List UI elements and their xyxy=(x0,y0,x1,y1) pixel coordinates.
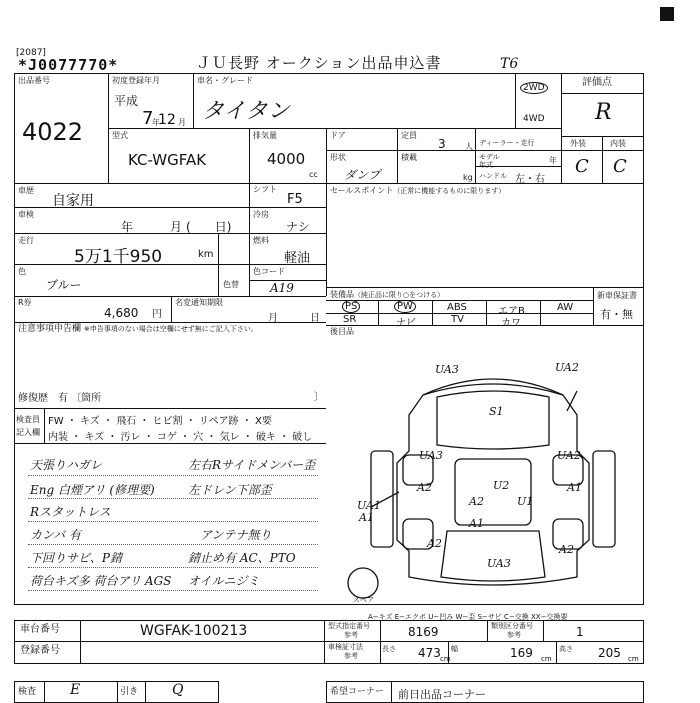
dealer-label: ディーラー・走行 xyxy=(479,139,535,147)
notes-label: 注意事項申告欄 ※申告事項のない場合は空欄にせず無にご記入下さい。 xyxy=(18,324,258,334)
mileage-unit: km xyxy=(198,249,214,260)
mileage-value: 5万1千950 xyxy=(74,247,163,267)
sales-point-label: セールスポイント（正常に機能するものに限ります） xyxy=(330,186,506,195)
hand-note-left-6: 荷台キズ多 荷台アリ AGS xyxy=(30,574,172,588)
class-no-label-1: 類別区分番号 xyxy=(491,622,533,630)
inspector-label-1: 検査員 xyxy=(16,415,40,424)
diagram-rear xyxy=(441,531,545,581)
mark-11: A1 xyxy=(359,511,374,524)
shift-label: シフト xyxy=(253,185,277,194)
length-label: 長さ xyxy=(382,645,396,653)
barcode-text: *J0077770* xyxy=(18,56,119,74)
repair-close: 〕 xyxy=(314,392,324,403)
width-label: 幅 xyxy=(451,645,458,653)
dims-label-1: 車検証寸法 xyxy=(328,643,363,651)
hand-note-right-5: オイルニジミ xyxy=(188,574,260,588)
dims-label-2: 参考 xyxy=(344,652,358,660)
color-code-value: A19 xyxy=(270,281,294,295)
mark-1: UA3 xyxy=(435,363,459,376)
hand-note-left-2: Eng 白煙アリ (修理要) xyxy=(30,483,155,497)
interior-value: C xyxy=(613,156,627,177)
name-change-month: 月 xyxy=(268,313,278,324)
equip-sr: SR xyxy=(343,314,357,325)
equip-aw: AW xyxy=(557,302,574,313)
inspection-label: 車検 xyxy=(18,210,34,219)
mark-13: A1 xyxy=(469,517,484,530)
color-code-label: 色コード xyxy=(253,267,285,276)
model-spec-value: 8169 xyxy=(408,625,439,639)
equip-navi: ナビ xyxy=(396,318,416,329)
repair-row: 修復歴 有 〔箇所 xyxy=(18,393,102,404)
drive-4wd: 4WD xyxy=(523,114,545,124)
registration-month: 12 xyxy=(158,112,176,128)
vehicle-damage-diagram xyxy=(345,355,640,605)
mark-6: A2 xyxy=(417,481,432,494)
shape-value: ダンプ xyxy=(344,168,381,182)
pull-value: Q xyxy=(172,682,184,698)
hand-note-left-1: 天張りハガレ xyxy=(30,458,103,472)
capacity-value: 3 xyxy=(438,137,446,151)
equipment-label: 装備品（純正品に限り○をつける） xyxy=(330,290,445,299)
mark-14: A2 xyxy=(427,537,442,550)
lot-number: 4022 xyxy=(22,118,84,146)
height-unit: cm xyxy=(628,655,639,663)
hand-note-left-5: 下回りサビ、P錆 xyxy=(30,551,122,565)
equip-ps: PS xyxy=(342,301,360,312)
exterior-value: C xyxy=(575,156,589,177)
height-value: 205 xyxy=(598,646,621,660)
handle-value: 左・右 xyxy=(515,174,545,185)
lot-label: 出品番号 xyxy=(18,76,50,85)
inspector-line-2: 内装 ・ キズ ・ 汚レ ・ コゲ ・ 穴 ・ 気レ ・ 破キ ・ 破し xyxy=(48,432,313,443)
header-hand-note: T6 xyxy=(500,56,519,72)
mark-16: UA3 xyxy=(487,557,511,570)
chassis-value: WGFAK-100213 xyxy=(140,623,248,639)
fuel-label: 燃料 xyxy=(253,236,269,245)
registration-era: 平成 xyxy=(114,94,139,108)
hand-note-right-2: 左ドレン下部歪 xyxy=(188,483,272,497)
hand-note-left-3: Rスタットレス xyxy=(30,505,111,519)
model-spec-label-2: 参考 xyxy=(344,631,358,639)
spare-tire xyxy=(348,568,378,598)
recycle-label: R券 xyxy=(18,298,32,307)
mark-5: UA2 xyxy=(557,449,581,462)
mark-4: UA3 xyxy=(419,449,443,462)
usage-value: 自家用 xyxy=(52,193,94,209)
check-label: 検査 xyxy=(18,687,37,697)
color-change-label: 色替 xyxy=(223,280,239,289)
inspector-line-1: FW ・ キズ ・ 飛石 ・ ヒビ割 ・ リペア跡 ・ X要 xyxy=(48,416,272,427)
recycle-unit: 円 xyxy=(152,309,162,320)
car-name-value: タイタン xyxy=(202,99,290,124)
hand-note-right-1: 左右Rサイドメンバー歪 xyxy=(188,458,316,472)
diagram-legend: A−キズ E−エクボ U−凹み W−歪 S−サビ C−交換 XX−交換要 xyxy=(368,613,568,621)
drive-2wd: 2WD xyxy=(520,82,548,94)
equip-pw: PW xyxy=(394,301,416,312)
form-title: ＪＵ長野 オークション出品申込書 xyxy=(196,54,442,72)
length-unit: cm xyxy=(440,655,451,663)
shift-value: F5 xyxy=(287,192,303,207)
width-value: 169 xyxy=(510,646,533,660)
displacement-unit: cc xyxy=(309,170,318,179)
model-year-label: モデル年式 xyxy=(479,153,500,169)
hand-note-right-4: 錆止め有 AC、PTO xyxy=(188,551,296,565)
rating-label: 評価点 xyxy=(582,77,612,88)
warranty-value: 有・無 xyxy=(600,308,633,321)
height-label: 高さ xyxy=(559,645,573,653)
load-label: 積載 xyxy=(401,153,417,162)
reg-no-label: 登録番号 xyxy=(20,645,60,656)
color-value: ブルー xyxy=(46,278,82,292)
mark-3: S1 xyxy=(489,405,504,418)
hand-note-right-3: アンテナ無り xyxy=(200,528,272,542)
class-no-label-2: 参考 xyxy=(507,631,521,639)
exterior-label: 外装 xyxy=(570,139,586,148)
capacity-label: 定員 xyxy=(401,131,417,140)
equip-tv: TV xyxy=(451,314,464,325)
model-label: 型式 xyxy=(112,131,128,140)
rear-items-label: 後目品 xyxy=(330,327,354,336)
mark-2: UA2 xyxy=(555,361,579,374)
fuel-value: 軽油 xyxy=(284,251,311,266)
capacity-unit: 人 xyxy=(465,142,473,151)
inspection-day-unit: ( 日) xyxy=(186,220,232,234)
header-code: [2087] xyxy=(16,48,46,58)
chassis-label: 車台番号 xyxy=(20,624,60,635)
class-no-value: 1 xyxy=(576,625,584,639)
mark-8: A1 xyxy=(567,481,582,494)
mark-7: U2 xyxy=(493,479,510,492)
equip-airbag: エアB xyxy=(498,306,525,317)
mark-15: A2 xyxy=(559,543,574,556)
corner-label: 希望コーナー xyxy=(330,687,385,697)
interior-label: 内装 xyxy=(610,139,626,148)
color-label: 色 xyxy=(18,267,26,276)
mark-9: A2 xyxy=(469,495,484,508)
doors-label: ドア xyxy=(330,131,346,140)
length-value: 473 xyxy=(418,646,441,660)
car-name-label: 車名・グレード xyxy=(197,76,253,85)
registration-month-unit: 月 xyxy=(178,118,186,127)
displacement-value: 4000 xyxy=(267,150,306,168)
check-value: E xyxy=(70,682,81,698)
handle-label: ハンドル xyxy=(479,172,507,180)
shape-label: 形状 xyxy=(330,153,346,162)
registration-year: 7 xyxy=(142,108,154,129)
registration-year-unit: 年 xyxy=(152,118,160,127)
hand-note-left-4: カンバ 有 xyxy=(30,528,81,542)
recycle-value: 4,680 xyxy=(104,306,139,320)
registration-label: 初度登録年月 xyxy=(112,76,160,85)
equip-leather: カワ xyxy=(501,318,521,329)
mark-10: U1 xyxy=(517,495,534,508)
ac-label: 冷房 xyxy=(253,210,269,219)
load-unit: kg xyxy=(463,173,473,182)
corner-mark xyxy=(660,7,674,21)
rating-value: R xyxy=(595,100,612,125)
equip-abs: ABS xyxy=(447,302,467,313)
model-value: KC-WGFAK xyxy=(128,151,207,169)
name-change-day: 日 xyxy=(310,313,320,324)
model-year-unit: 年 xyxy=(549,156,557,165)
inspection-year-unit: 年 xyxy=(121,220,134,234)
usage-label: 車歴 xyxy=(18,186,34,195)
ac-value: ナシ xyxy=(286,220,310,234)
diagram-bed xyxy=(455,459,534,525)
pull-label: 引き xyxy=(120,687,139,697)
mileage-label: 走行 xyxy=(18,236,34,245)
name-change-label: 名変通知期限 xyxy=(175,298,223,307)
mark-12: UA1 xyxy=(357,499,381,512)
displacement-label: 排気量 xyxy=(253,131,277,140)
model-spec-label-1: 型式指定番号 xyxy=(328,622,370,630)
diagram-cab xyxy=(437,391,549,449)
spare-label: スペア xyxy=(353,596,374,604)
warranty-label: 新車保証書 xyxy=(597,291,637,300)
width-unit: cm xyxy=(541,655,552,663)
corner-value: 前日出品コーナー xyxy=(398,688,486,701)
inspection-month-unit: 月 xyxy=(170,220,183,234)
inspector-label-2: 記入欄 xyxy=(16,428,40,437)
